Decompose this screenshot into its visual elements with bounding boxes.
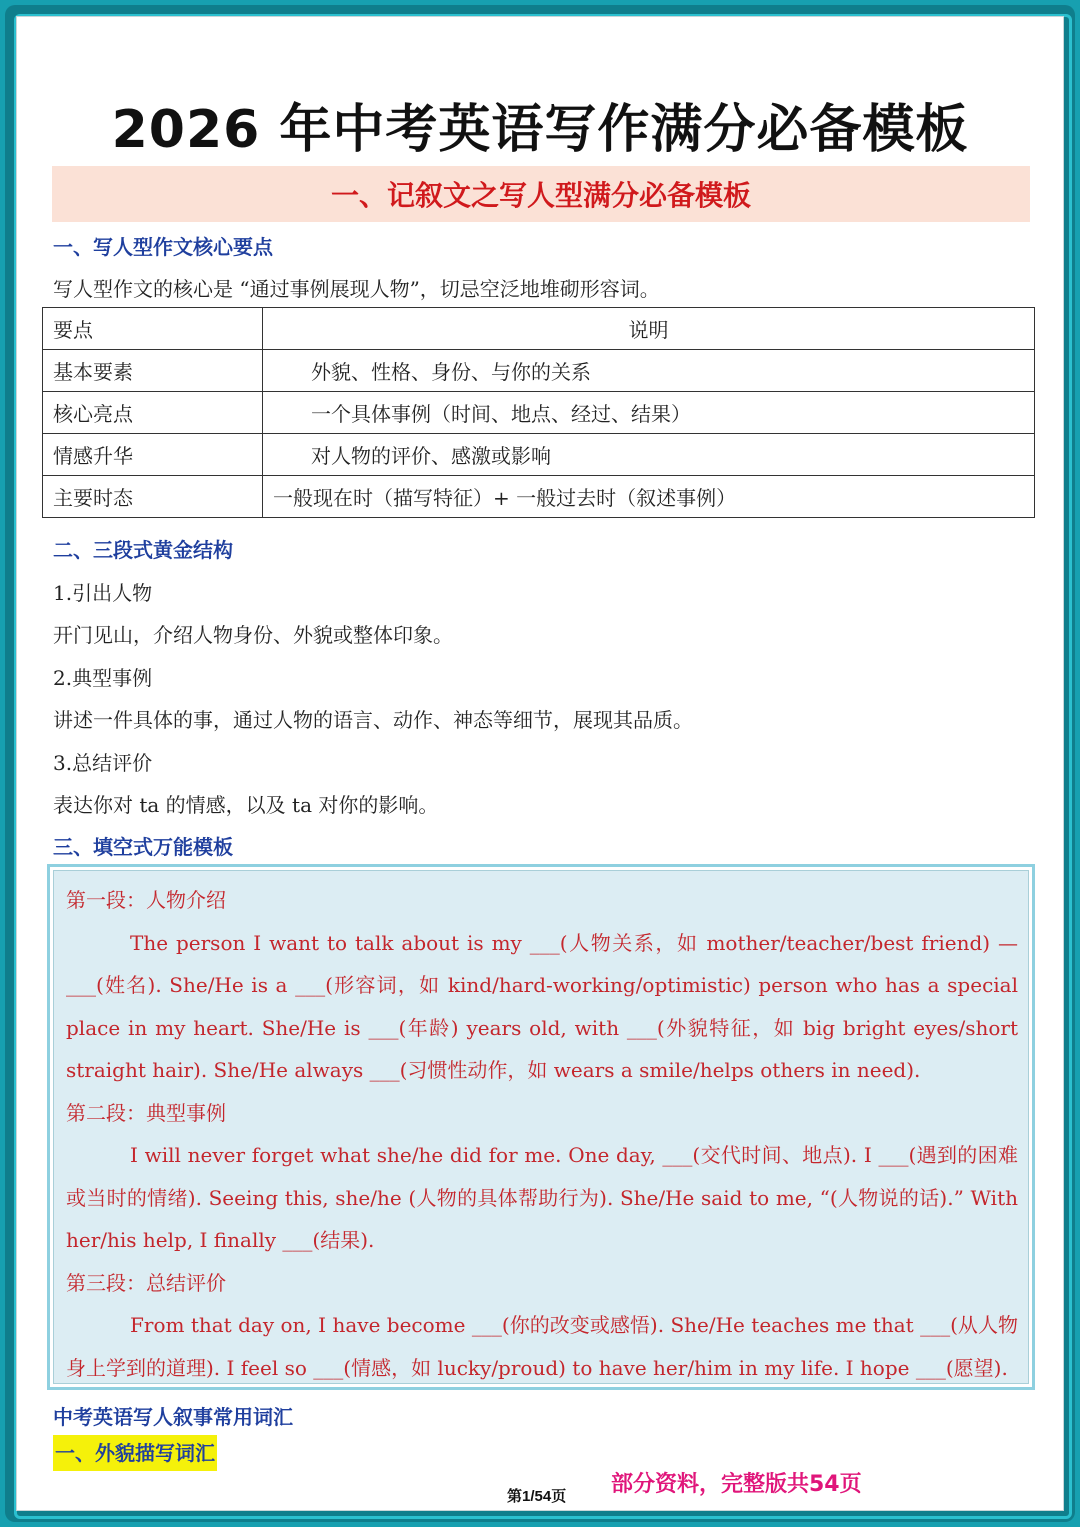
table-row	[43, 434, 1035, 476]
template-paragraph: The person I want to talk about is my ___(人物关系，如 mother/teacher/best friend) — ___(姓名). She/He is a ___(形容词，如 kind/hard-working/optimistic) person who has a special place in my heart. She/He is ___(年龄) years old, with ___(外貌特征，如 big bright eyes/short straight hair). She/He always ___(习惯性动作，如 wears a smile/helps others in need).	[66, 930, 1018, 1082]
template-paragraph: From that day on, I have become ___(你的改变或感悟). She/He teaches me that ___(从人物身上学到的道理). I feel so ___(情感，如 lucky/proud) to have her/him in my life. I hope ___(愿望).	[66, 1313, 1018, 1380]
paragraph-title: 第一段：人物介绍	[66, 888, 226, 912]
table-header-cell: 说明	[263, 308, 1035, 350]
key-points-table	[42, 307, 1035, 518]
section2-heading: 二、三段式黄金结构	[53, 538, 233, 562]
page-title: 2026 年中考英语写作满分必备模板	[111, 100, 969, 160]
table-cell: 一个具体事例（时间、地点、经过、结果）	[263, 392, 1035, 434]
document-page	[16, 16, 1064, 1511]
section-banner: 一、记叙文之写人型满分必备模板	[52, 166, 1030, 222]
table-row	[43, 476, 1035, 518]
structure-item-title: 3.总结评价	[53, 751, 153, 775]
table-cell: 核心亮点	[43, 392, 263, 434]
table-row	[43, 392, 1035, 434]
template-box	[47, 864, 1035, 1390]
table-cell: 对人物的评价、感激或影响	[263, 434, 1035, 476]
page-number: 第1/54页	[507, 1488, 567, 1505]
structure-item-desc: 讲述一件具体的事，通过人物的语言、动作、神态等细节，展现其品质。	[53, 708, 693, 732]
table-header-cell: 要点	[43, 308, 263, 350]
table-cell: 一般现在时（描写特征）+ 一般过去时（叙述事例）	[263, 476, 1035, 518]
table-cell: 外貌、性格、身份、与你的关系	[263, 350, 1035, 392]
preview-note: 部分资料，完整版共54页	[611, 1472, 862, 1497]
paragraph-title: 第二段：典型事例	[66, 1100, 226, 1125]
paragraph-title: 第三段：总结评价	[66, 1270, 226, 1295]
structure-item-desc: 表达你对 ta 的情感，以及 ta 对你的影响。	[53, 793, 439, 817]
section3-heading: 三、填空式万能模板	[53, 835, 233, 859]
vocab-subheading: 一、外貌描写词汇	[53, 1435, 217, 1471]
structure-item-title: 1.引出人物	[53, 581, 153, 605]
structure-item-title: 2.典型事例	[53, 666, 153, 690]
section1-heading: 一、写人型作文核心要点	[53, 235, 273, 259]
table-cell: 基本要素	[43, 350, 263, 392]
table-cell: 主要时态	[43, 476, 263, 518]
structure-item-desc: 开门见山，介绍人物身份、外貌或整体印象。	[53, 623, 453, 647]
template-paragraph: I will never forget what she/he did for me. One day, ___(交代时间、地点). I ___(遇到的困难或当时的情绪). Seeing this, she/he (人物的具体帮助行为). She/He said to me, “(人物说的话).” With her/his help, I finally ___(结果).	[66, 1143, 1018, 1252]
table-cell: 情感升华	[43, 434, 263, 476]
table-row	[43, 350, 1035, 392]
table-header-row	[43, 308, 1035, 350]
template-content	[53, 870, 1029, 1384]
section1-intro: 写人型作文的核心是 “通过事例展现人物”，切忌空泛地堆砌形容词。	[53, 277, 660, 301]
vocab-heading: 中考英语写人叙事常用词汇	[53, 1405, 293, 1429]
